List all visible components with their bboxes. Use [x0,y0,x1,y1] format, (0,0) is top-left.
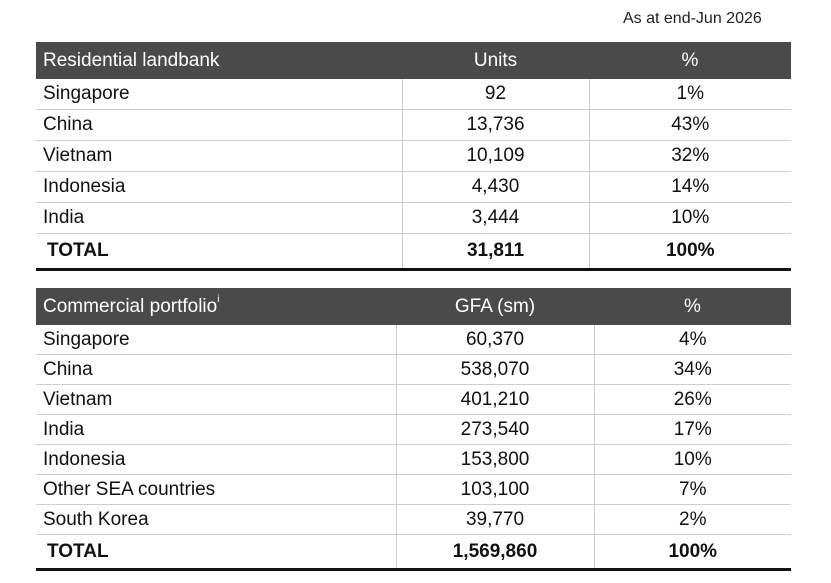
column-header-gfa: GFA (sm) [396,288,594,325]
total-label: TOTAL [36,234,402,270]
cell-percent: 14% [589,172,791,203]
cell-value: 103,100 [396,475,594,505]
cell-percent: 32% [589,141,791,172]
cell-value: 3,444 [402,203,589,234]
cell-value: 10,109 [402,141,589,172]
cell-percent: 7% [594,475,791,505]
cell-value: 4,430 [402,172,589,203]
cell-percent: 17% [594,415,791,445]
cell-location: Other SEA countries [36,475,396,505]
cell-location: India [36,415,396,445]
cell-percent: 34% [594,355,791,385]
cell-percent: 1% [589,79,791,110]
total-label: TOTAL [36,535,396,570]
cell-percent: 10% [589,203,791,234]
cell-value: 39,770 [396,505,594,535]
table-row [36,505,791,535]
column-header-category [36,288,396,325]
table-row [36,325,791,355]
cell-location: Indonesia [36,172,402,203]
total-percent: 100% [589,234,791,270]
cell-location: China [36,110,402,141]
cell-location: India [36,203,402,234]
table-header-row [36,288,791,325]
cell-percent: 4% [594,325,791,355]
cell-value: 153,800 [396,445,594,475]
cell-percent: 2% [594,505,791,535]
cell-location: Singapore [36,325,396,355]
column-header-label: Commercial portfolio [43,295,218,317]
cell-location: South Korea [36,505,396,535]
cell-location: Indonesia [36,445,396,475]
table-row [36,385,791,415]
as-at-date-note: As at end-Jun 2026 [623,10,762,27]
table-row [36,172,791,203]
total-row [36,535,791,570]
total-value: 1,569,860 [396,535,594,570]
table-row [36,475,791,505]
residential-landbank-table [36,42,791,271]
total-row [36,234,791,270]
footnote-marker: i [217,293,220,305]
column-header-percent: % [594,288,791,325]
total-percent: 100% [594,535,791,570]
table-row [36,415,791,445]
cell-value: 273,540 [396,415,594,445]
cell-percent: 10% [594,445,791,475]
table-row [36,79,791,110]
table-row [36,110,791,141]
commercial-portfolio-table [36,288,791,571]
column-header-percent: % [589,42,791,79]
cell-value: 92 [402,79,589,110]
cell-location: Vietnam [36,385,396,415]
table-header-row [36,42,791,79]
column-header-category: Residential landbank [36,42,402,79]
cell-value: 538,070 [396,355,594,385]
total-value: 31,811 [402,234,589,270]
cell-value: 13,736 [402,110,589,141]
table-row [36,141,791,172]
cell-value: 401,210 [396,385,594,415]
cell-location: Vietnam [36,141,402,172]
cell-value: 60,370 [396,325,594,355]
cell-percent: 26% [594,385,791,415]
table-row [36,203,791,234]
cell-location: Singapore [36,79,402,110]
cell-location: China [36,355,396,385]
column-header-units: Units [402,42,589,79]
table-row [36,445,791,475]
cell-percent: 43% [589,110,791,141]
table-row [36,355,791,385]
